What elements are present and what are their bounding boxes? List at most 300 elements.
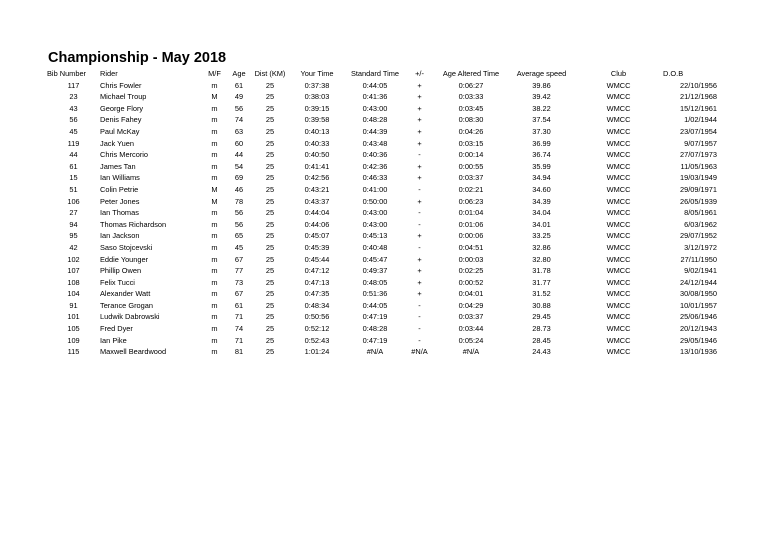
cell-bib: 108 <box>67 277 80 287</box>
cell-age-altered-time: 0:06:27 <box>458 80 484 90</box>
cell-age: 67 <box>234 254 244 264</box>
cell-mf: m <box>211 266 218 276</box>
cell-age: 73 <box>234 277 244 287</box>
cell-age-altered-time: 0:03:33 <box>458 92 484 102</box>
header-standard-time: Standard Time <box>350 69 400 78</box>
cell-mf: m <box>211 254 218 264</box>
cell-standard-time: 0:41:00 <box>362 184 388 194</box>
cell-age-altered-time: 0:03:15 <box>458 138 484 148</box>
cell-age-altered-time: 0:00:06 <box>458 231 484 241</box>
cell-bib: 94 <box>69 219 78 229</box>
header-club: Club <box>610 69 627 78</box>
cell-rider: Eddie Younger <box>100 254 149 264</box>
cell-club: WMCC <box>606 138 631 148</box>
cell-average-speed: 36.99 <box>532 138 551 148</box>
cell-standard-time: 0:43:48 <box>362 138 388 148</box>
cell-rider: Ian Thomas <box>100 208 139 218</box>
cell-standard-time: 0:40:48 <box>362 242 388 252</box>
cell-dist: 25 <box>265 208 275 218</box>
cell-bib: 117 <box>67 80 80 90</box>
cell-age: 63 <box>234 126 244 136</box>
table-row <box>47 265 717 277</box>
cell-dob: 20/12/1943 <box>680 324 717 334</box>
cell-rider: James Tan <box>100 161 136 171</box>
cell-dob: 10/01/1957 <box>680 300 717 310</box>
cell-dist: 25 <box>265 324 275 334</box>
cell-age-altered-time: 0:00:03 <box>458 254 484 264</box>
cell-dist: 25 <box>265 80 275 90</box>
cell-rider: Chris Mercorio <box>100 150 149 160</box>
cell-dist: 25 <box>265 161 275 171</box>
cell-club: WMCC <box>606 161 631 171</box>
cell-average-speed: 33.25 <box>532 231 551 241</box>
cell-age-altered-time: 0:04:29 <box>458 300 484 310</box>
cell-standard-time: 0:40:36 <box>362 150 388 160</box>
cell-age-altered-time: 0:03:37 <box>458 312 484 322</box>
cell-dob: 27/11/1950 <box>680 254 717 264</box>
header-bib: Bib Number <box>47 69 87 78</box>
cell-dob: 24/12/1944 <box>680 277 717 287</box>
cell-age: 74 <box>234 324 244 334</box>
cell-dist: 25 <box>265 103 275 113</box>
cell-age: 56 <box>234 208 244 218</box>
cell-dob: 8/05/1961 <box>684 208 717 218</box>
cell-dob: 11/05/1963 <box>680 161 717 171</box>
cell-your-time: 0:43:21 <box>304 184 330 194</box>
cell-age: 65 <box>234 231 244 241</box>
cell-bib: 101 <box>67 312 80 322</box>
header-mf: M/F <box>208 69 221 78</box>
cell-average-speed: 32.86 <box>532 242 551 252</box>
cell-dist: 25 <box>265 347 275 357</box>
cell-rider: Ian Pike <box>100 335 127 345</box>
cell-bib: 102 <box>67 254 80 264</box>
cell-your-time: 0:39:58 <box>304 115 330 125</box>
cell-age-altered-time: 0:01:04 <box>458 208 484 218</box>
cell-club: WMCC <box>606 289 631 299</box>
cell-your-time: 0:41:41 <box>304 161 330 171</box>
cell-your-time: 0:47:12 <box>304 266 330 276</box>
cell-rider: Alexander Watt <box>100 289 151 299</box>
cell-your-time: 0:40:13 <box>304 126 330 136</box>
cell-your-time: 0:40:50 <box>304 150 330 160</box>
cell-standard-time: 0:43:00 <box>362 208 388 218</box>
cell-rider: Thomas Richardson <box>100 219 167 229</box>
cell-mf: m <box>211 300 218 310</box>
cell-dist: 25 <box>265 254 275 264</box>
cell-plus-minus: #N/A <box>411 347 428 357</box>
cell-plus-minus: + <box>417 138 422 148</box>
cell-your-time: 0:45:39 <box>304 242 330 252</box>
cell-club: WMCC <box>606 277 631 287</box>
cell-mf: m <box>211 126 218 136</box>
cell-plus-minus: + <box>417 277 422 287</box>
cell-dob: 22/10/1956 <box>680 80 717 90</box>
cell-standard-time: 0:48:28 <box>362 115 388 125</box>
cell-club: WMCC <box>606 126 631 136</box>
cell-mf: m <box>211 312 218 322</box>
header-age-altered-time: Age Altered Time <box>442 69 500 78</box>
header-dist: Dist (KM) <box>254 69 286 78</box>
cell-average-speed: 34.60 <box>532 184 551 194</box>
cell-age: 61 <box>234 300 244 310</box>
cell-plus-minus: + <box>417 231 422 241</box>
cell-average-speed: 28.73 <box>532 324 551 334</box>
cell-age-altered-time: 0:06:23 <box>458 196 484 206</box>
page-title: Championship - May 2018 <box>48 50 227 66</box>
cell-plus-minus: - <box>418 219 421 229</box>
cell-age: 69 <box>234 173 244 183</box>
cell-dob: 29/09/1971 <box>680 184 717 194</box>
cell-age: 60 <box>234 138 244 148</box>
cell-your-time: 0:44:06 <box>304 219 330 229</box>
table-row <box>47 184 717 196</box>
cell-age: 61 <box>234 80 244 90</box>
cell-bib: 104 <box>67 289 80 299</box>
table-row <box>47 138 717 150</box>
cell-average-speed: 37.30 <box>532 126 551 136</box>
cell-dob: 15/12/1961 <box>680 103 717 113</box>
cell-mf: m <box>211 231 218 241</box>
cell-plus-minus: + <box>417 92 422 102</box>
cell-club: WMCC <box>606 184 631 194</box>
cell-age: 78 <box>234 196 244 206</box>
table-row <box>47 172 717 184</box>
cell-age: 81 <box>234 347 244 357</box>
cell-dist: 25 <box>265 335 275 345</box>
table-row <box>47 103 717 115</box>
cell-bib: 43 <box>69 103 78 113</box>
cell-age-altered-time: 0:04:01 <box>458 289 484 299</box>
cell-mf: m <box>211 242 218 252</box>
cell-dist: 25 <box>265 289 275 299</box>
cell-bib: 105 <box>67 324 80 334</box>
cell-mf: m <box>211 115 218 125</box>
table-row <box>47 149 717 161</box>
cell-age: 54 <box>234 161 244 171</box>
table-row <box>47 254 717 266</box>
cell-club: WMCC <box>606 335 631 345</box>
cell-plus-minus: + <box>417 80 422 90</box>
cell-mf: m <box>211 324 218 334</box>
cell-mf: m <box>211 289 218 299</box>
cell-age-altered-time: 0:03:37 <box>458 173 484 183</box>
cell-age: 56 <box>234 219 244 229</box>
cell-standard-time: 0:43:00 <box>362 103 388 113</box>
cell-average-speed: 34.39 <box>532 196 551 206</box>
cell-average-speed: 29.45 <box>532 312 551 322</box>
cell-club: WMCC <box>606 103 631 113</box>
cell-mf: m <box>211 161 218 171</box>
cell-age: 46 <box>234 184 244 194</box>
cell-standard-time: 0:45:47 <box>362 254 388 264</box>
cell-average-speed: 34.04 <box>532 208 551 218</box>
cell-plus-minus: + <box>417 115 422 125</box>
table-row <box>47 335 717 347</box>
cell-dist: 25 <box>265 277 275 287</box>
cell-bib: 115 <box>67 347 80 357</box>
cell-mf: M <box>211 196 218 206</box>
cell-plus-minus: - <box>418 184 421 194</box>
table-row <box>47 323 717 335</box>
cell-plus-minus: + <box>417 103 422 113</box>
cell-your-time: 0:43:37 <box>304 196 330 206</box>
cell-dist: 25 <box>265 184 275 194</box>
cell-age-altered-time: 0:01:06 <box>458 219 484 229</box>
results-table <box>47 68 717 358</box>
cell-age-altered-time: 0:03:44 <box>458 324 484 334</box>
cell-rider: Phillip Owen <box>100 266 142 276</box>
cell-dob: 26/05/1939 <box>680 196 717 206</box>
cell-bib: 44 <box>69 150 78 160</box>
cell-age-altered-time: 0:00:55 <box>458 161 484 171</box>
table-row <box>47 126 717 138</box>
cell-your-time: 0:48:34 <box>304 300 330 310</box>
cell-club: WMCC <box>606 208 631 218</box>
cell-plus-minus: - <box>418 208 421 218</box>
table-row <box>47 230 717 242</box>
cell-bib: 107 <box>67 266 80 276</box>
cell-standard-time: 0:42:36 <box>362 161 388 171</box>
cell-bib: 23 <box>69 92 78 102</box>
cell-standard-time: 0:49:37 <box>362 266 388 276</box>
cell-your-time: 0:47:13 <box>304 277 330 287</box>
cell-rider: Paul McKay <box>100 126 140 136</box>
cell-your-time: 0:40:33 <box>304 138 330 148</box>
cell-club: WMCC <box>606 300 631 310</box>
cell-your-time: 0:39:15 <box>304 103 330 113</box>
cell-your-time: 0:52:12 <box>304 324 330 334</box>
header-average-speed: Average speed <box>516 69 567 78</box>
cell-dist: 25 <box>265 92 275 102</box>
cell-dob: 30/08/1950 <box>680 289 717 299</box>
cell-mf: m <box>211 80 218 90</box>
cell-club: WMCC <box>606 266 631 276</box>
header-your-time: Your Time <box>300 69 334 78</box>
header-rider: Rider <box>100 69 118 78</box>
cell-rider: Colin Petrie <box>100 184 139 194</box>
cell-average-speed: 32.80 <box>532 254 551 264</box>
cell-bib: 109 <box>67 335 80 345</box>
cell-age-altered-time: 0:00:52 <box>458 277 484 287</box>
cell-your-time: 0:38:03 <box>304 92 330 102</box>
cell-age: 45 <box>234 242 244 252</box>
cell-mf: M <box>211 92 218 102</box>
cell-mf: m <box>211 277 218 287</box>
cell-mf: m <box>211 347 218 357</box>
cell-dob: 13/10/1936 <box>680 347 717 357</box>
header-row <box>47 68 717 80</box>
cell-dob: 29/07/1952 <box>680 231 717 241</box>
cell-age: 74 <box>234 115 244 125</box>
cell-dist: 25 <box>265 150 275 160</box>
cell-rider: Denis Fahey <box>100 115 142 125</box>
cell-plus-minus: - <box>418 150 421 160</box>
cell-rider: Ludwik Dabrowski <box>100 312 160 322</box>
cell-dob: 21/12/1968 <box>680 92 717 102</box>
table-row <box>47 207 717 219</box>
cell-dob: 19/03/1949 <box>680 173 717 183</box>
cell-standard-time: 0:44:05 <box>362 300 388 310</box>
cell-average-speed: 30.88 <box>532 300 551 310</box>
cell-mf: M <box>211 184 218 194</box>
cell-bib: 27 <box>69 208 78 218</box>
cell-rider: George Flory <box>100 103 144 113</box>
cell-age-altered-time: 0:02:25 <box>458 266 484 276</box>
cell-standard-time: 0:41:36 <box>362 92 388 102</box>
table-row <box>47 300 717 312</box>
cell-rider: Fred Dyer <box>100 324 133 334</box>
cell-average-speed: 35.99 <box>532 161 551 171</box>
table-row <box>47 114 717 126</box>
cell-standard-time: 0:46:33 <box>362 173 388 183</box>
cell-age: 67 <box>234 289 244 299</box>
cell-plus-minus: + <box>417 266 422 276</box>
cell-average-speed: 38.22 <box>532 103 551 113</box>
cell-club: WMCC <box>606 219 631 229</box>
cell-mf: m <box>211 138 218 148</box>
cell-dist: 25 <box>265 266 275 276</box>
cell-plus-minus: - <box>418 324 421 334</box>
cell-standard-time: 0:43:00 <box>362 219 388 229</box>
cell-bib: 56 <box>69 115 78 125</box>
cell-plus-minus: - <box>418 335 421 345</box>
cell-club: WMCC <box>606 242 631 252</box>
cell-club: WMCC <box>606 254 631 264</box>
cell-club: WMCC <box>606 92 631 102</box>
header-age: Age <box>232 69 246 78</box>
header-plus-minus: +/- <box>415 69 424 78</box>
cell-average-speed: 31.78 <box>532 266 551 276</box>
cell-plus-minus: + <box>417 161 422 171</box>
table-row <box>47 288 717 300</box>
cell-plus-minus: + <box>417 254 422 264</box>
table-row <box>47 242 717 254</box>
cell-age: 44 <box>234 150 244 160</box>
cell-dist: 25 <box>265 300 275 310</box>
table-row <box>47 80 717 92</box>
cell-dob: 3/12/1972 <box>684 242 717 252</box>
cell-mf: m <box>211 219 218 229</box>
cell-standard-time: 0:44:05 <box>362 80 388 90</box>
cell-your-time: 0:44:04 <box>304 208 330 218</box>
cell-dob: 9/02/1941 <box>684 266 717 276</box>
cell-plus-minus: + <box>417 126 422 136</box>
cell-mf: m <box>211 150 218 160</box>
cell-average-speed: 34.01 <box>532 219 551 229</box>
cell-bib: 61 <box>69 161 78 171</box>
cell-club: WMCC <box>606 196 631 206</box>
cell-plus-minus: - <box>418 312 421 322</box>
cell-rider: Ian Williams <box>100 173 140 183</box>
cell-age: 77 <box>234 266 244 276</box>
cell-rider: Ian Jackson <box>100 231 140 241</box>
cell-average-speed: 39.42 <box>532 92 551 102</box>
cell-rider: Felix Tucci <box>100 277 135 287</box>
cell-bib: 42 <box>69 242 78 252</box>
cell-age-altered-time: 0:05:24 <box>458 335 484 345</box>
cell-bib: 95 <box>69 231 78 241</box>
cell-plus-minus: - <box>418 242 421 252</box>
cell-mf: m <box>211 103 218 113</box>
cell-dist: 25 <box>265 231 275 241</box>
cell-age-altered-time: 0:04:26 <box>458 126 484 136</box>
table-row <box>47 346 717 358</box>
cell-rider: Saso Stojcevski <box>100 242 153 252</box>
cell-club: WMCC <box>606 173 631 183</box>
cell-standard-time: 0:48:05 <box>362 277 388 287</box>
cell-mf: m <box>211 173 218 183</box>
cell-dob: 23/07/1954 <box>680 126 717 136</box>
cell-dob: 6/03/1962 <box>684 219 717 229</box>
cell-rider: Michael Troup <box>100 92 147 102</box>
cell-age: 49 <box>234 92 244 102</box>
table-row <box>47 91 717 103</box>
cell-average-speed: 39.86 <box>532 80 551 90</box>
cell-age-altered-time: 0:00:14 <box>458 150 484 160</box>
table-row <box>47 219 717 231</box>
cell-club: WMCC <box>606 347 631 357</box>
cell-club: WMCC <box>606 231 631 241</box>
cell-club: WMCC <box>606 312 631 322</box>
cell-your-time: 0:42:56 <box>304 173 330 183</box>
cell-standard-time: 0:47:19 <box>362 335 388 345</box>
cell-dist: 25 <box>265 138 275 148</box>
cell-age-altered-time: 0:08:30 <box>458 115 484 125</box>
table-row <box>47 196 717 208</box>
cell-average-speed: 24.43 <box>532 347 551 357</box>
cell-dob: 25/06/1946 <box>680 312 717 322</box>
cell-dist: 25 <box>265 312 275 322</box>
cell-your-time: 0:47:35 <box>304 289 330 299</box>
cell-your-time: 0:45:07 <box>304 231 330 241</box>
cell-age-altered-time: 0:02:21 <box>458 184 484 194</box>
cell-rider: Peter Jones <box>100 196 140 206</box>
cell-bib: 91 <box>69 300 78 310</box>
cell-average-speed: 34.94 <box>532 173 551 183</box>
table-row <box>47 311 717 323</box>
cell-bib: 51 <box>69 184 78 194</box>
cell-standard-time: 0:45:13 <box>362 231 388 241</box>
cell-dist: 25 <box>265 126 275 136</box>
table-row <box>47 161 717 173</box>
cell-average-speed: 31.52 <box>532 289 551 299</box>
cell-plus-minus: + <box>417 196 422 206</box>
cell-club: WMCC <box>606 150 631 160</box>
cell-average-speed: 31.77 <box>532 277 551 287</box>
cell-age-altered-time: 0:03:45 <box>458 103 484 113</box>
cell-dist: 25 <box>265 242 275 252</box>
cell-average-speed: 36.74 <box>532 150 551 160</box>
cell-standard-time: 0:51:36 <box>362 289 388 299</box>
cell-age: 71 <box>234 335 244 345</box>
cell-standard-time: 0:47:19 <box>362 312 388 322</box>
cell-standard-time: 0:44:39 <box>362 126 388 136</box>
cell-dist: 25 <box>265 173 275 183</box>
cell-rider: Maxwell Beardwood <box>100 347 167 357</box>
cell-mf: m <box>211 335 218 345</box>
cell-standard-time: 0:48:28 <box>362 324 388 334</box>
cell-rider: Jack Yuen <box>100 138 134 148</box>
cell-club: WMCC <box>606 115 631 125</box>
cell-dob: 9/07/1957 <box>684 138 717 148</box>
cell-dob: 1/02/1944 <box>684 115 717 125</box>
cell-bib: 106 <box>67 196 80 206</box>
cell-club: WMCC <box>606 324 631 334</box>
cell-standard-time: 0:50:00 <box>362 196 388 206</box>
cell-standard-time: #N/A <box>366 347 384 357</box>
cell-age-altered-time: 0:04:51 <box>458 242 484 252</box>
